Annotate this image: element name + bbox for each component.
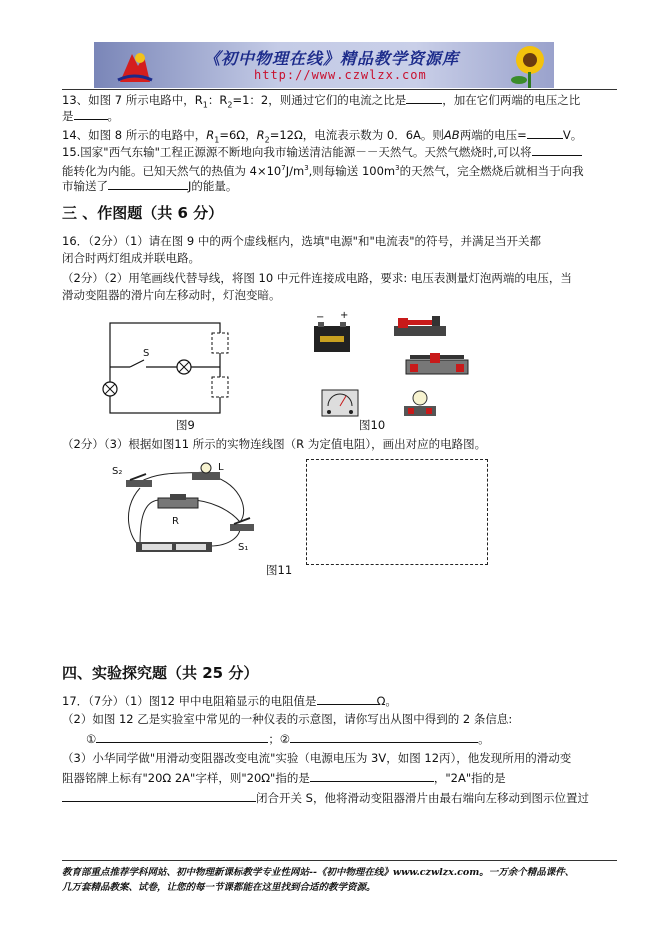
lamp-icon-1 <box>177 360 191 374</box>
switch-icon <box>130 360 146 371</box>
answer-blank[interactable] <box>108 177 188 190</box>
question-16-line2: 闭合时两灯组成并联电路。 <box>62 251 200 265</box>
question-16-line1: 16．（2分）（1）请在图 9 中的两个虚线框内，选填"电源"和"电流表"的符号，并满足当开关都 <box>62 234 542 248</box>
question-17-line6: 闭合开关 S，他将滑动变阻器滑片由最右端向左移动到图示位置过 <box>62 789 589 807</box>
answer-blank[interactable] <box>317 692 377 705</box>
answer-blank[interactable] <box>96 730 268 743</box>
question-13-line2: 是 。 <box>62 109 119 123</box>
answer-blank[interactable] <box>310 769 434 782</box>
figure-11-wiring <box>100 460 280 560</box>
footer-line2: 几万套精品教案、试卷，让您的每一节课都能在这里找到合适的教学资源。 <box>62 882 376 893</box>
knife-switch-icon <box>392 312 448 338</box>
question-13-line1: 13、如图 7 所示电路中，$R_1$：$R_2=1$：2，则通过它们的电流之比是 ，加在它们两端的电压之比 <box>62 93 581 110</box>
header-banner <box>94 42 554 88</box>
lamp-icon-2 <box>103 382 117 396</box>
section-4-heading: 四、实验探究题（共 25 分） <box>62 664 259 682</box>
answer-blank[interactable] <box>62 789 256 802</box>
question-17-line3: ① ；② 。 <box>86 732 490 746</box>
rheostat-icon <box>404 352 470 380</box>
question-14: 14、如图 8 所示的电路中，$R_1=6\Omega$，$R_2=12\Omega$，电流表示数为 0．6A。则AB两端的电压= V。 <box>62 128 583 145</box>
logo-icon <box>114 46 154 86</box>
question-17-line4: （3）小华同学做"用滑动变阻器改变电流"实验（电源电压为 3V，如图 12丙），他发现所用的滑动变 <box>62 751 572 765</box>
figure-9-caption: 图9 <box>176 418 195 432</box>
question-16-line4: 滑动变阻器的滑片向左移动时，灯泡变暗。 <box>62 288 281 302</box>
label-s2: S₂ <box>112 466 123 477</box>
sunflower-icon <box>504 42 554 88</box>
question-15-line2: 能转化为内能。已知天然气的热值为 $4\times 10^7J/m^3$,则每输送 $100m^3$的天然气，完全燃烧后就相当于向我 <box>62 163 584 178</box>
dashed-box-bottom <box>212 377 228 397</box>
answer-blank[interactable] <box>527 126 563 139</box>
switch-s2-icon <box>126 474 152 487</box>
label-l: L <box>218 462 224 473</box>
banner-url[interactable]: http://www.czwlzx.com <box>254 68 427 82</box>
answer-blank[interactable] <box>406 91 442 104</box>
dashed-box-top <box>212 333 228 353</box>
question-15-line1: 15.国家"西气东输"工程正源源不断地向我市输送清洁能源－－天然气。天然气燃烧时,可以将 <box>62 143 582 161</box>
question-17-line1: 17．（7分）（1）图12 甲中电阻箱显示的电阻值是 Ω。 <box>62 694 397 708</box>
switch-s1-icon <box>230 518 254 531</box>
figure-9-circuit <box>100 315 240 420</box>
answer-blank[interactable] <box>532 143 582 156</box>
question-15-line3: 市输送了 J的能量。 <box>62 179 238 193</box>
lamp-l-icon <box>192 463 220 480</box>
question-16-part3: （2分）（3）根据如图11 所示的实物连线图（R 为定值电阻），画出对应的电路图。 <box>62 437 487 451</box>
footer-rule <box>62 860 617 861</box>
section-3-heading: 三 、作图题（共 6 分） <box>62 204 224 222</box>
bulb-icon <box>400 388 440 418</box>
question-17-line2: （2）如图 12 乙是实验室中常见的一种仪表的示意图，请你写出从图中得到的 2 条信息: <box>62 712 513 726</box>
answer-drawing-box[interactable] <box>306 459 488 565</box>
answer-blank[interactable] <box>74 107 108 120</box>
answer-blank[interactable] <box>290 730 478 743</box>
label-s1: S₁ <box>238 542 249 553</box>
banner-title: 《初中物理在线》精品教学资源库 <box>204 49 460 68</box>
voltmeter-icon <box>320 384 360 418</box>
figure-10-caption: 图10 <box>359 418 386 432</box>
figure-10-components: − + <box>300 312 470 422</box>
question-17-line5: 阻器铭牌上标有"20Ω 2A"字样，则"20Ω"指的是 ，"2A"指的是 <box>62 771 506 785</box>
header-rule <box>62 89 617 90</box>
resistor-r-icon <box>158 494 198 508</box>
figure-11-caption: 图11 <box>266 563 293 577</box>
label-r: R <box>172 516 179 527</box>
question-16-line3: （2分）（2）用笔画线代替导线，将图 10 中元件连接成电路，要求: 电压表测量灯泡两端的电压，当 <box>62 271 572 285</box>
switch-label: S <box>143 348 150 359</box>
battery-pack-icon <box>136 542 212 552</box>
footer-line1: 教育部重点推荐学科网站、初中物理新课标教学专业性网站--《初中物理在线》www.czwlzx.com。一万余个精品课件、 <box>62 867 575 878</box>
